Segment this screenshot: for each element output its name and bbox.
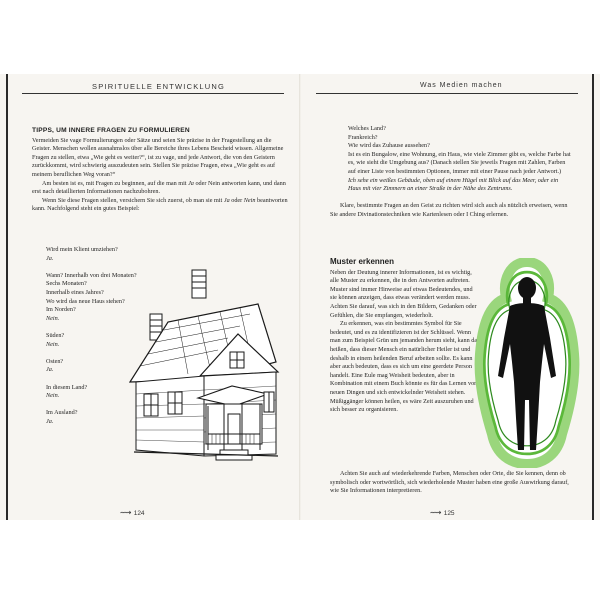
left-paragraph-2: Am besten ist es, mit Fragen zu beginnen, auf die man mit Ja oder Nein antworten kann, und dann erst nach detaillierten Informationen nachzubohren. [32, 179, 286, 196]
left-page-text [32, 127, 290, 214]
qa-answer: Ja. [46, 417, 54, 425]
muster-section [330, 254, 480, 415]
left-paragraph-3: Wenn Sie diese Fragen stellen, versichern Sie sich zuerst, ob man sie mit Ja oder Nein beantworten kann. Nachfolgend steht ein gutes Beispiel: [32, 196, 288, 213]
qa-question: In diesem Land? [46, 383, 88, 391]
right-folio: ⟿ 125 [430, 508, 455, 517]
folio-ornament-icon: ⟿ [120, 508, 134, 517]
qa-question: Sechs Monaten? [46, 280, 87, 288]
qa-question: Wann? Innerhalb von drei Monaten? [46, 271, 137, 279]
right-running-head: Was Medien machen [420, 82, 503, 89]
folio-ornament-icon: ⟿ [430, 508, 444, 517]
muster-paragraph-3-block [330, 470, 572, 496]
human-aura-silhouette [474, 258, 580, 468]
right-question-para: Ist es ein Bungalow, eine Wohnung, ein Haus, wie viele Zimmer gibt es, welche Farbe hat es, wie sieht die Umgebung aus? (Danach stellen Sie jeweils Fragen mit Zahlen, Farben auf einer Liste von bestimmten Optionen, immer mit einer Pause nach jeder Antwort.) [348, 150, 571, 175]
left-page-edge [6, 74, 8, 520]
house-illustration [128, 264, 286, 486]
left-paragraph-1: Vermeiden Sie vage Formulierungen oder Sätze und seien Sie präzise in der Fragestellung an die Geister. Menschen wollen ausnahmslos über alle Bereiche ihres Lebens Bescheid wissen. Allgemeine Fragen zu stellen, etwa „Wie geht es weiter?“, ist zu vage, und jede Antwort, die von den Geistern zurückkommt, wird schwierig auszudeuten sein. Stellen Sie präzise Fragen, etwa „Wie geht es auf meinem beruflichen Weg voran?“ [32, 136, 284, 178]
right-italic-answer: Ich sehe ein weißes Gebäude, oben auf einem Hügel mit Blick auf das Meer, oder ein Haus mit vier Zimmern an einer Straße in der Nähe des Zentrums. [348, 176, 559, 193]
right-question-line: Frankreich? [348, 133, 378, 141]
right-page-text [330, 125, 572, 220]
left-running-head: SPIRITUELLE ENTWICKLUNG [92, 82, 226, 91]
qa-question: Innerhalb eines Jahres? [46, 288, 104, 296]
right-question-line: Wie wird das Zuhause aussehen? [348, 142, 430, 150]
right-question-block [330, 125, 572, 194]
qa-answer: Nein. [46, 314, 60, 322]
muster-paragraph-1: Neben der Deutung innerer Informationen, ist es wichtig, alle Muster zu erkennen, die in den Antworten auftreten. Muster sind immer Hinweise auf etwas Bedeutendes, und sie können anzeigen, dass etwas verändert werden muss. Achten Sie darauf, was sich in den Bildern, Gedanken oder Gefühlen, die Sie empfangen, wiederholt. [330, 268, 477, 319]
left-head-rule [22, 93, 284, 94]
qa-answer: Ja. [46, 366, 54, 374]
qa-answer: Nein. [46, 392, 60, 400]
muster-paragraph-3: Achten Sie auch auf wiederkehrende Farben, Menschen oder Orte, die Sie kennen, denn ob symbolisch oder wortwörtlich, sich wiederholende Muster haben eine große Auswirkung darauf, wie Sie Informationen interpretieren. [330, 470, 569, 495]
qa-question: Im Ausland? [46, 409, 78, 417]
muster-heading: Muster erkennen [330, 257, 395, 266]
right-head-rule [316, 93, 578, 94]
qa-question: Wo wird das neue Haus stehen? [46, 297, 125, 305]
left-folio: ⟿ 124 [120, 508, 145, 517]
left-heading: TIPPS, UM INNERE FRAGEN ZU FORMULIEREN [32, 127, 190, 134]
qa-answer: Ja. [46, 254, 54, 262]
qa-answer: Nein. [46, 340, 60, 348]
qa-question: Im Norden? [46, 306, 76, 314]
right-question-line: Welches Land? [348, 125, 386, 132]
qa-question: Osten? [46, 357, 64, 365]
muster-paragraph-2: Zu erkennen, was ein bestimmtes Symbol für Sie bedeutet, und es zu identifizieren ist der Schlüssel. Wenn man zum Beispiel Grün um jemanden herum sieht, kann das heißen, dass dieser Mensch ein natürlicher Heiler ist und deshalb in einem heilenden Beruf arbeiten sollte. Es kann aber auch bedeuten, dass es sich um eine geerdete Person handelt. Eine Eule mag Weisheit bedeuten, aber in Kombination mit einem Buch könnte es für das Lernen von neuen Dingen und sich entwickelnder Weisheit stehen. Müßiggänger können heilen, es wäre Zeit auszuruhen und sich besser zu organisieren. [330, 320, 480, 414]
right-clear-paragraph: Klare, bestimmte Fragen an den Geist zu richten wird sich auch als nützlich erweisen, wenn Sie andere Divinationstechniken wie Kartenlesen oder I Ching erlernen. [330, 202, 568, 218]
qa-question: Süden? [46, 331, 65, 339]
right-page-edge [592, 74, 594, 520]
book-gutter [299, 74, 301, 520]
qa-question: Wird mein Klient umziehen? [46, 246, 118, 253]
